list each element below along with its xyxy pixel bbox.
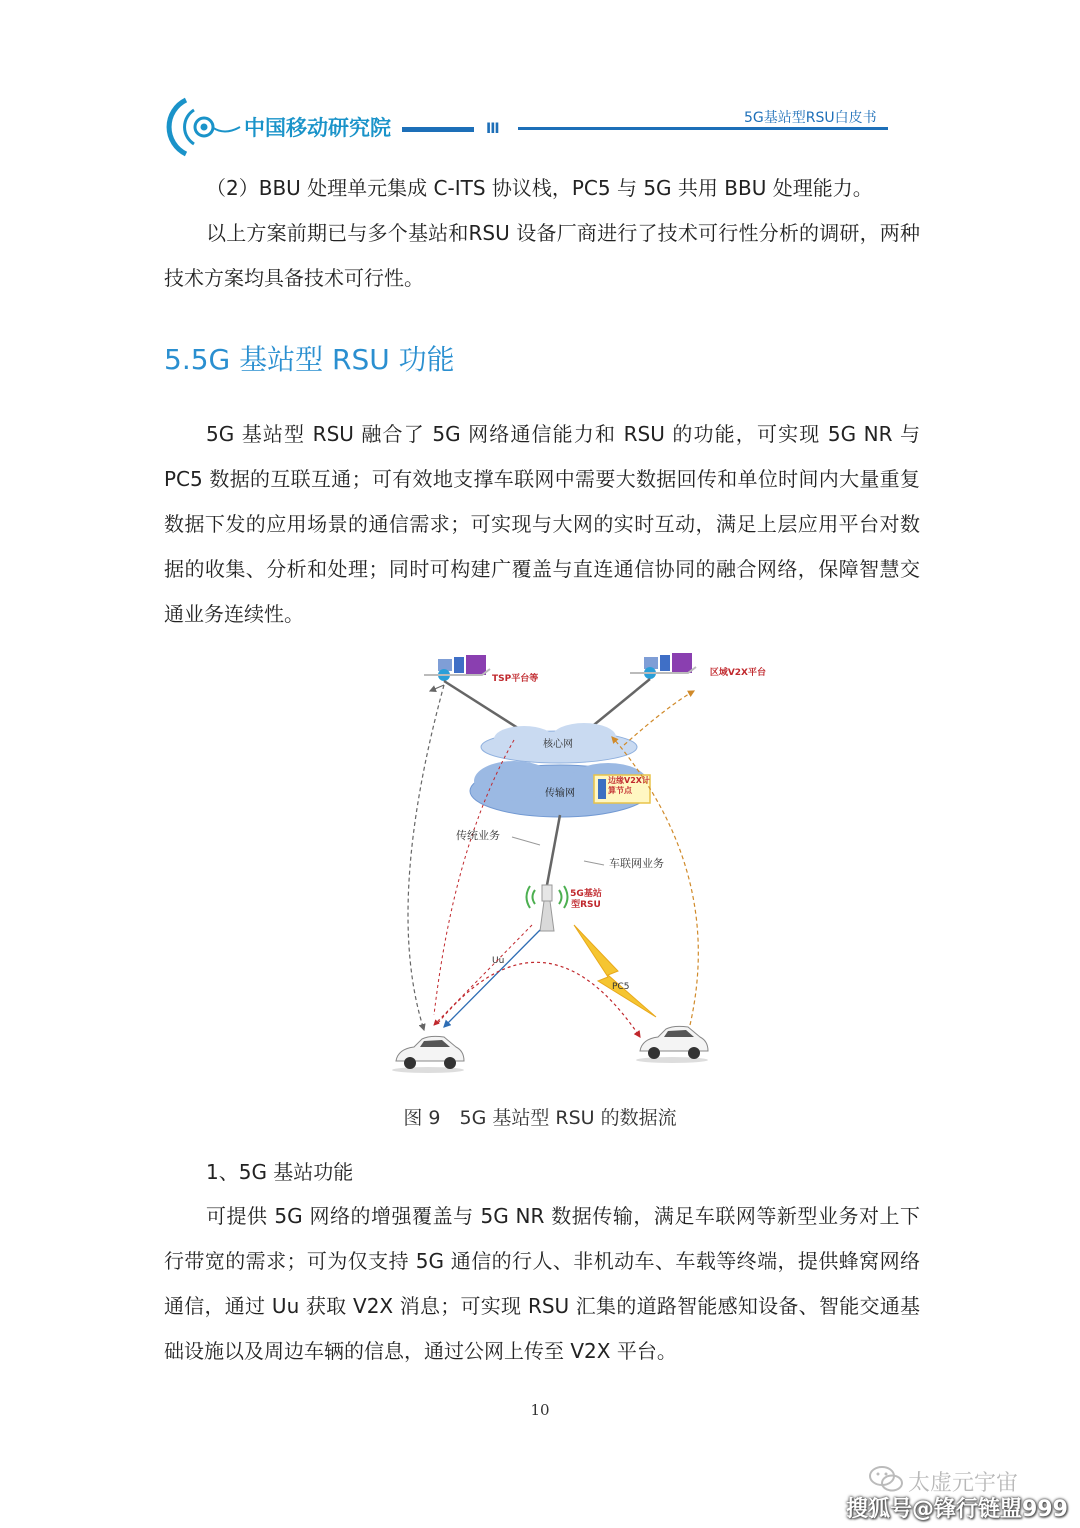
org-name: 中国移动研究院 — [244, 116, 391, 140]
paragraph-bbu: （2）BBU 处理单元集成 C-ITS 协议栈，PC5 与 5G 共用 BBU 处理能力。 — [206, 176, 873, 200]
transport-network-label: 传输网 — [545, 788, 575, 799]
core-network-label: 核心网 — [543, 739, 573, 750]
uu-label: Uu — [492, 956, 505, 966]
header-rule-long — [518, 127, 888, 130]
v2x-servers-icon — [630, 653, 696, 679]
subheading-5g-function: 1、5G 基站功能 — [206, 1160, 354, 1184]
traditional-service-label: 传统业务 — [456, 829, 500, 842]
wechat-icon — [868, 1464, 904, 1494]
page-number: 10 — [530, 1401, 550, 1419]
header-rule-short — [402, 127, 474, 132]
rsu-dataflow-diagram — [394, 645, 766, 1085]
document-title: 5G基站型RSU白皮书 — [744, 110, 877, 126]
tsp-servers-icon — [424, 655, 490, 681]
watermark-account: 太虚元宇宙 — [908, 1471, 1019, 1496]
paragraph-feasibility: 以上方案前期已与多个基站和RSU 设备厂商进行了技术可行性分析的调研，两种技术方案均具备技术可行性。 — [164, 221, 920, 290]
section-heading: 5.5G 基站型 RSU 功能 — [164, 343, 455, 376]
header-separator: III — [486, 121, 499, 137]
paragraph-rsu-function: 5G 基站型 RSU 融合了 5G 网络通信能力和 RSU 的功能，可实现 5G NR 与 PC5 数据的互联互通；可有效地支撑车联网中需要大数据回传和单位时间内大量重复数据下发的应用场景的通信需求；可实现与大网的实时互动，满足上层应用平台对数据的收集、分析和处理；同时可构建广覆盖与直连通信协同的融合网络，保障智慧交通业务连续性。 — [164, 422, 920, 626]
watermark-source: 搜狐号@锋行链盟999 — [846, 1497, 1068, 1522]
v2x-platform-label: 区域V2X平台 — [709, 668, 766, 678]
tsp-label: TSP平台等 — [492, 674, 539, 684]
pc5-label: PC5 — [612, 982, 630, 992]
car-left-icon — [392, 1036, 464, 1073]
paragraph-5g-function: 可提供 5G 网络的增强覆盖与 5G NR 数据传输，满足车联网等新型业务对上下行带宽的需求；可为仅支持 5G 通信的行人、非机动车、车载等终端，提供蜂窝网络通信，通过 Uu 获取 V2X 消息；可实现 RSU 汇集的道路智能感知设备、智能交通基础设施以及周边车辆的信息，通过公网上传至 V2X 平台。 — [164, 1204, 920, 1363]
rsu-label: 5G基站型RSU — [570, 889, 602, 910]
car-right-icon — [636, 1026, 708, 1063]
logo-icon — [168, 96, 242, 158]
edge-node-label: 边缘V2X计算节点 — [608, 776, 650, 795]
rsu-tower-icon — [527, 885, 568, 931]
iov-service-label: 车联网业务 — [609, 857, 664, 870]
figure-caption: 图 9 5G 基站型 RSU 的数据流 — [403, 1107, 677, 1129]
